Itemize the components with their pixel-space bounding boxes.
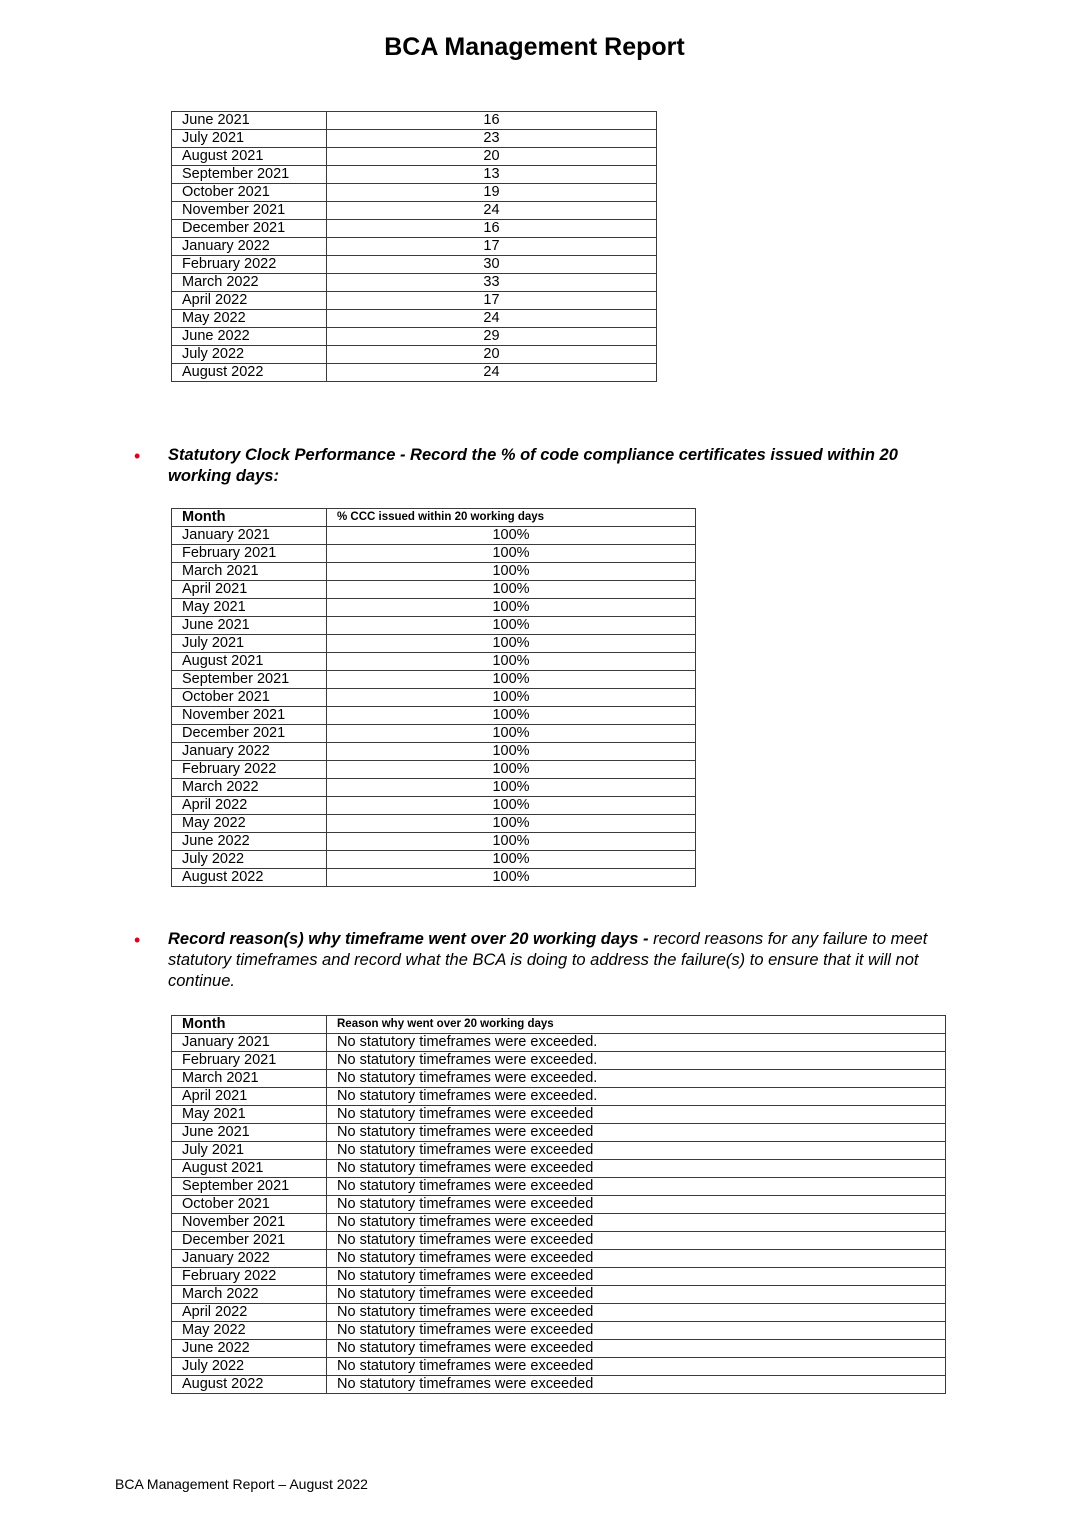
month-cell: September 2021 xyxy=(172,166,327,184)
value-cell: 30 xyxy=(327,256,657,274)
table-row xyxy=(172,743,696,761)
table-header-row xyxy=(172,1016,946,1034)
value-cell: 100% xyxy=(327,725,696,743)
month-cell: February 2022 xyxy=(172,1268,327,1286)
month-cell: February 2021 xyxy=(172,545,327,563)
month-cell: August 2022 xyxy=(172,364,327,382)
bullet-icon: • xyxy=(134,930,141,950)
table-row xyxy=(172,184,657,202)
table-row xyxy=(172,1250,946,1268)
month-cell: March 2022 xyxy=(172,779,327,797)
month-cell: February 2022 xyxy=(172,256,327,274)
table-row xyxy=(172,689,696,707)
month-cell: April 2021 xyxy=(172,1088,327,1106)
value-cell: 100% xyxy=(327,617,696,635)
value-cell: 100% xyxy=(327,635,696,653)
month-cell: May 2021 xyxy=(172,599,327,617)
month-cell: October 2021 xyxy=(172,689,327,707)
reason-cell: No statutory timeframes were exceeded xyxy=(327,1142,946,1160)
table-row xyxy=(172,130,657,148)
month-cell: July 2022 xyxy=(172,1358,327,1376)
value-cell: 23 xyxy=(327,130,657,148)
value-cell: 100% xyxy=(327,761,696,779)
value-cell: 100% xyxy=(327,797,696,815)
value-cell: 100% xyxy=(327,653,696,671)
table-row xyxy=(172,833,696,851)
month-cell: April 2022 xyxy=(172,292,327,310)
table-row xyxy=(172,328,657,346)
table-row xyxy=(172,671,696,689)
month-cell: May 2022 xyxy=(172,310,327,328)
header-month: Month xyxy=(172,1016,327,1034)
header-month: Month xyxy=(172,509,327,527)
table-row xyxy=(172,815,696,833)
reason-cell: No statutory timeframes were exceeded xyxy=(327,1178,946,1196)
month-cell: August 2021 xyxy=(172,148,327,166)
section-heading-text: Statutory Clock Performance - Record the % of code compliance certificates issued within 20 working days: xyxy=(168,446,898,485)
month-cell: June 2022 xyxy=(172,1340,327,1358)
month-cell: January 2021 xyxy=(172,1034,327,1052)
month-cell: July 2021 xyxy=(172,130,327,148)
month-cell: November 2021 xyxy=(172,202,327,220)
month-cell: June 2022 xyxy=(172,833,327,851)
month-cell: March 2021 xyxy=(172,563,327,581)
table-row xyxy=(172,707,696,725)
table-row xyxy=(172,1124,946,1142)
table-row xyxy=(172,292,657,310)
month-cell: October 2021 xyxy=(172,1196,327,1214)
value-cell: 100% xyxy=(327,581,696,599)
header-reason: Reason why went over 20 working days xyxy=(327,1016,946,1034)
reason-cell: No statutory timeframes were exceeded xyxy=(327,1250,946,1268)
table-row xyxy=(172,238,657,256)
value-cell: 20 xyxy=(327,148,657,166)
header-percent: % CCC issued within 20 working days xyxy=(327,509,696,527)
table-row xyxy=(172,1142,946,1160)
section-heading-statutory-clock xyxy=(168,445,928,487)
value-cell: 17 xyxy=(327,238,657,256)
reason-cell: No statutory timeframes were exceeded xyxy=(327,1268,946,1286)
reason-cell: No statutory timeframes were exceeded xyxy=(327,1286,946,1304)
reason-cell: No statutory timeframes were exceeded xyxy=(327,1376,946,1394)
page-title: BCA Management Report xyxy=(384,33,685,61)
month-cell: December 2021 xyxy=(172,1232,327,1250)
table-row xyxy=(172,1376,946,1394)
table-row xyxy=(172,1340,946,1358)
table-row xyxy=(172,202,657,220)
reason-cell: No statutory timeframes were exceeded xyxy=(327,1358,946,1376)
month-cell: June 2021 xyxy=(172,112,327,130)
table-row xyxy=(172,346,657,364)
table-row xyxy=(172,1160,946,1178)
month-cell: February 2022 xyxy=(172,761,327,779)
table-row xyxy=(172,1358,946,1376)
table-row xyxy=(172,1052,946,1070)
table-row xyxy=(172,1304,946,1322)
value-cell: 100% xyxy=(327,833,696,851)
table-row xyxy=(172,581,696,599)
table-row xyxy=(172,112,657,130)
table-row xyxy=(172,1106,946,1124)
reason-cell: No statutory timeframes were exceeded. xyxy=(327,1070,946,1088)
table-row xyxy=(172,310,657,328)
table-row xyxy=(172,1034,946,1052)
month-cell: May 2022 xyxy=(172,1322,327,1340)
month-cell: September 2021 xyxy=(172,1178,327,1196)
month-cell: October 2021 xyxy=(172,184,327,202)
month-cell: June 2021 xyxy=(172,617,327,635)
table-row xyxy=(172,599,696,617)
section-heading-rest: record reasons for any failure to meet statutory timeframes and record what the BCA is doing to address the failure(s) to ensure that it will not continue. xyxy=(168,930,928,990)
table-row xyxy=(172,617,696,635)
month-cell: March 2022 xyxy=(172,1286,327,1304)
reason-cell: No statutory timeframes were exceeded xyxy=(327,1232,946,1250)
month-cell: August 2022 xyxy=(172,1376,327,1394)
month-cell: January 2021 xyxy=(172,527,327,545)
table-row xyxy=(172,851,696,869)
value-cell: 24 xyxy=(327,310,657,328)
page-footer: BCA Management Report – August 2022 xyxy=(115,1476,368,1492)
table-row xyxy=(172,1070,946,1088)
reason-cell: No statutory timeframes were exceeded xyxy=(327,1304,946,1322)
month-cell: November 2021 xyxy=(172,707,327,725)
value-cell: 24 xyxy=(327,202,657,220)
value-cell: 100% xyxy=(327,707,696,725)
monthly-count-table xyxy=(171,111,657,382)
value-cell: 20 xyxy=(327,346,657,364)
value-cell: 100% xyxy=(327,563,696,581)
value-cell: 24 xyxy=(327,364,657,382)
month-cell: April 2022 xyxy=(172,1304,327,1322)
month-cell: December 2021 xyxy=(172,220,327,238)
month-cell: August 2021 xyxy=(172,1160,327,1178)
reason-cell: No statutory timeframes were exceeded. xyxy=(327,1088,946,1106)
table-row xyxy=(172,563,696,581)
table-row xyxy=(172,220,657,238)
ccc-percent-table xyxy=(171,508,696,887)
table-row xyxy=(172,869,696,887)
value-cell: 100% xyxy=(327,743,696,761)
month-cell: June 2022 xyxy=(172,328,327,346)
value-cell: 100% xyxy=(327,851,696,869)
table-row xyxy=(172,635,696,653)
month-cell: May 2022 xyxy=(172,815,327,833)
table-row xyxy=(172,1196,946,1214)
month-cell: September 2021 xyxy=(172,671,327,689)
table-row xyxy=(172,725,696,743)
table-row xyxy=(172,1286,946,1304)
table-header-row xyxy=(172,509,696,527)
month-cell: December 2021 xyxy=(172,725,327,743)
value-cell: 100% xyxy=(327,689,696,707)
table-row xyxy=(172,166,657,184)
table-row xyxy=(172,761,696,779)
table-row xyxy=(172,274,657,292)
month-cell: January 2022 xyxy=(172,1250,327,1268)
bullet-icon: • xyxy=(134,446,141,466)
table-row xyxy=(172,1322,946,1340)
value-cell: 16 xyxy=(327,112,657,130)
table-row xyxy=(172,148,657,166)
value-cell: 100% xyxy=(327,671,696,689)
value-cell: 100% xyxy=(327,527,696,545)
month-cell: April 2022 xyxy=(172,797,327,815)
month-cell: April 2021 xyxy=(172,581,327,599)
value-cell: 100% xyxy=(327,869,696,887)
reason-cell: No statutory timeframes were exceeded xyxy=(327,1340,946,1358)
value-cell: 17 xyxy=(327,292,657,310)
value-cell: 13 xyxy=(327,166,657,184)
month-cell: January 2022 xyxy=(172,743,327,761)
value-cell: 29 xyxy=(327,328,657,346)
month-cell: August 2022 xyxy=(172,869,327,887)
month-cell: February 2021 xyxy=(172,1052,327,1070)
reason-cell: No statutory timeframes were exceeded xyxy=(327,1322,946,1340)
month-cell: March 2021 xyxy=(172,1070,327,1088)
month-cell: July 2021 xyxy=(172,1142,327,1160)
table-row xyxy=(172,527,696,545)
table-row xyxy=(172,779,696,797)
value-cell: 100% xyxy=(327,815,696,833)
month-cell: May 2021 xyxy=(172,1106,327,1124)
month-cell: August 2021 xyxy=(172,653,327,671)
value-cell: 100% xyxy=(327,779,696,797)
month-cell: June 2021 xyxy=(172,1124,327,1142)
table-row xyxy=(172,364,657,382)
reasons-table xyxy=(171,1015,946,1394)
month-cell: July 2022 xyxy=(172,346,327,364)
month-cell: November 2021 xyxy=(172,1214,327,1232)
section-heading-reasons xyxy=(168,929,958,992)
value-cell: 16 xyxy=(327,220,657,238)
table-row xyxy=(172,1214,946,1232)
reason-cell: No statutory timeframes were exceeded xyxy=(327,1160,946,1178)
table-row xyxy=(172,545,696,563)
reason-cell: No statutory timeframes were exceeded xyxy=(327,1214,946,1232)
reason-cell: No statutory timeframes were exceeded xyxy=(327,1106,946,1124)
value-cell: 100% xyxy=(327,545,696,563)
table-row xyxy=(172,653,696,671)
reason-cell: No statutory timeframes were exceeded xyxy=(327,1196,946,1214)
table-row xyxy=(172,1268,946,1286)
value-cell: 33 xyxy=(327,274,657,292)
table-row xyxy=(172,1232,946,1250)
reason-cell: No statutory timeframes were exceeded xyxy=(327,1124,946,1142)
month-cell: July 2022 xyxy=(172,851,327,869)
reason-cell: No statutory timeframes were exceeded. xyxy=(327,1034,946,1052)
table-row xyxy=(172,256,657,274)
value-cell: 100% xyxy=(327,599,696,617)
section-heading-bold: Record reason(s) why timeframe went over 20 working days - xyxy=(168,930,649,948)
table-row xyxy=(172,1088,946,1106)
table-row xyxy=(172,797,696,815)
month-cell: July 2021 xyxy=(172,635,327,653)
value-cell: 19 xyxy=(327,184,657,202)
reason-cell: No statutory timeframes were exceeded. xyxy=(327,1052,946,1070)
table-row xyxy=(172,1178,946,1196)
month-cell: March 2022 xyxy=(172,274,327,292)
month-cell: January 2022 xyxy=(172,238,327,256)
